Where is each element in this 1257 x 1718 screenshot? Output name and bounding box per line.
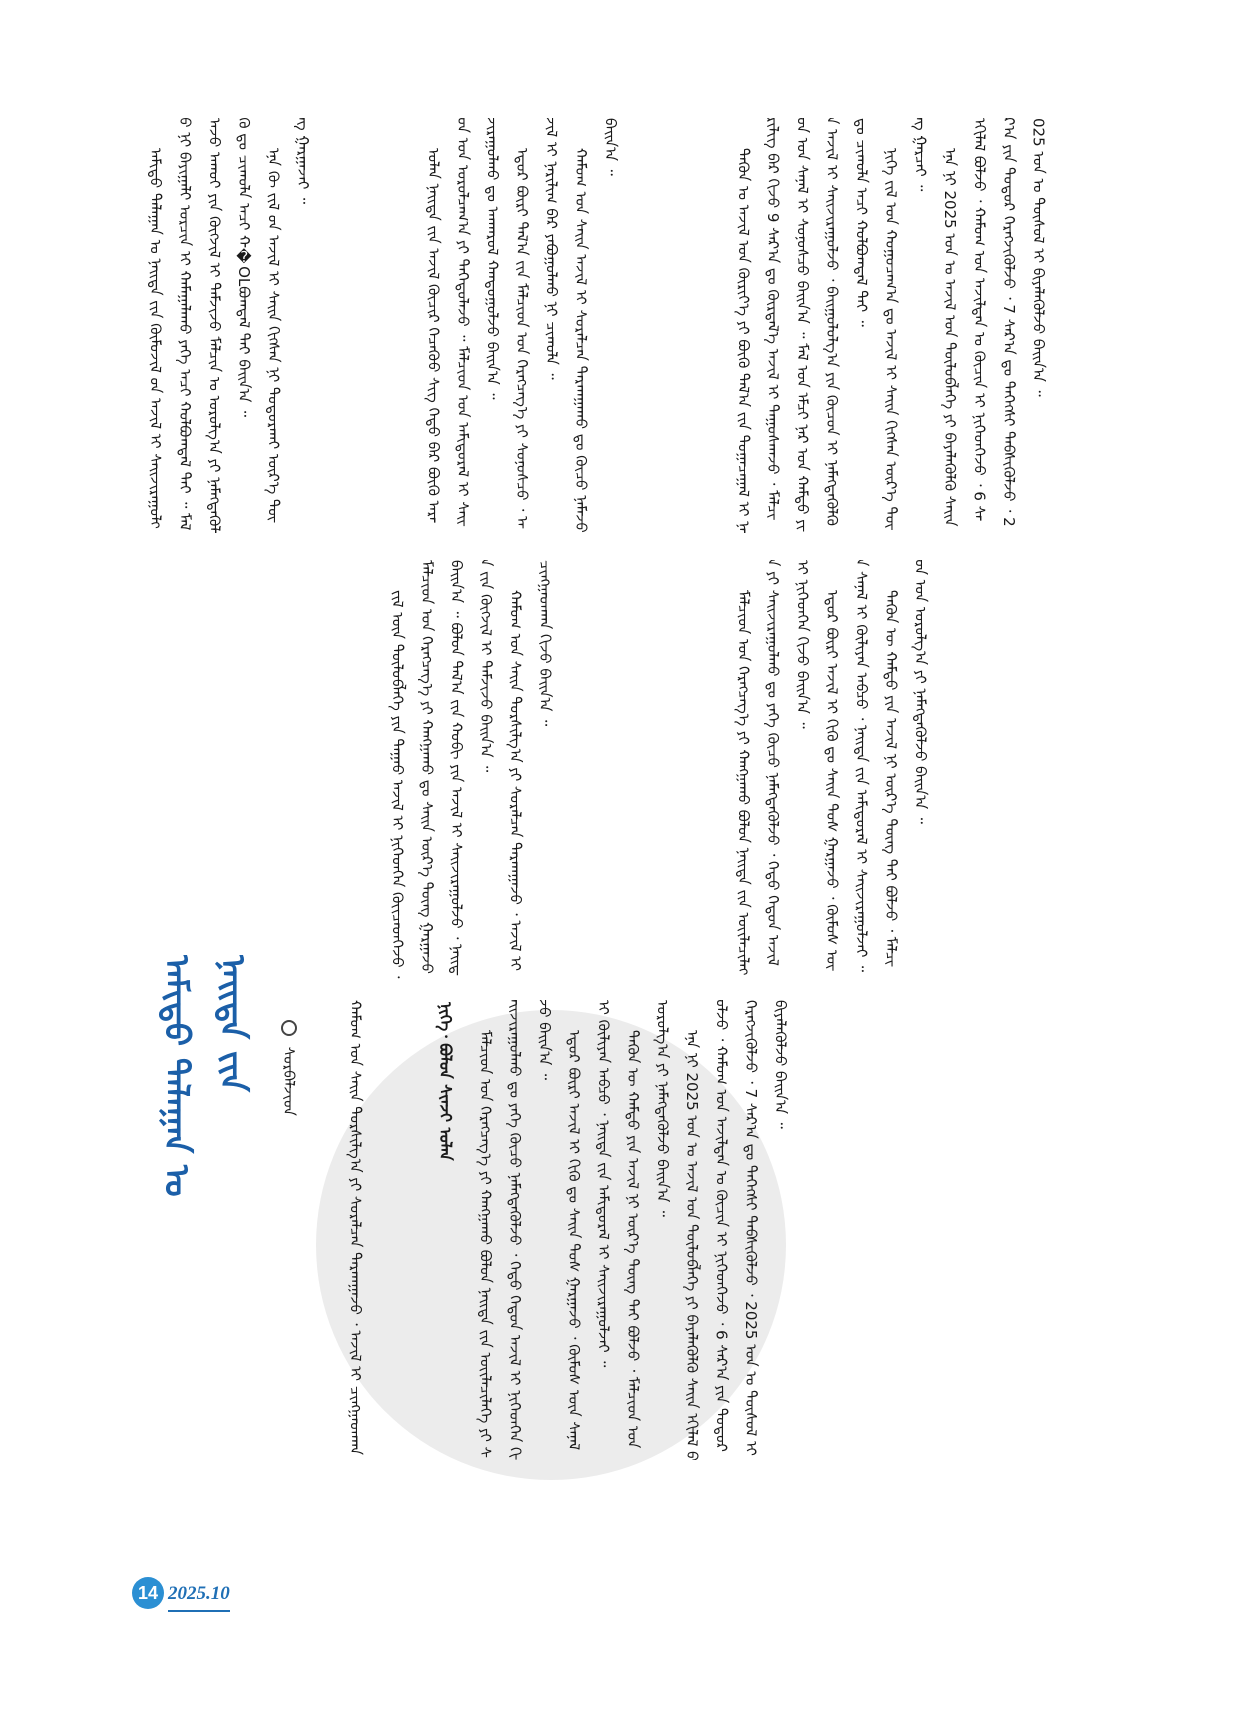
page-number: 14: [132, 1577, 164, 1609]
section-heading: ᠨᠢᠭᠡ᠂ ᠪᠤᠯᠤᠨ ᠰᠢᠨᠵᠢ ᠤᠯᠠᠨ: [436, 1002, 455, 1161]
paragraph: ᠣᠯᠠᠨ ᠨᠡᠢᠲᠡ ᠵᠢᠨ ᠠᠵᠢᠯ ᠬᠦᠴᠢᠷ ᠬᠡᠴᠡᠭᠦᠦ ᠰᠢᠭ ᠬᠡᠳᠦ ᠪᠡᠷ ᠪᠦᠬᠦ ᠠᠷᠠᠳ ᠤᠨ ᠣᠷᠣᠯᠴᠠᠭ᠎ᠠ ᠶᠢ ᠳᠡᠭᠡᠳᠦᠯᠡᠵᠦ ᠃ ᠮᠠᠯᠴᠢᠳ ᠤᠨ ᠠᠮᠢᠳᠤᠷᠠᠯ ᠢ ᠰᠠᠢᠵᠢᠷᠠᠭᠤᠯᠬᠤ ᠳᠤ ᠠᠨᠬᠠᠷᠤᠯ ᠬᠠᠨᠳᠤᠭᠤᠯᠵᠤ ᠪᠠᠢᠨ᠎ᠠ ᠃: [424, 118, 502, 526]
paragraph: ᠬᠠᠮᠤᠭ ᠤᠨ ᠰᠠᠢᠨ ᠲᠤᠷᠰᠢᠯᠭ᠎ᠠ ᠶᠢ ᠰᠤᠷᠠᠯᠴᠠᠨ ᠲᠠᠷᠬᠠᠭᠠᠵᠤ ᠂ ᠠᠵᠢᠯ ᠢ ᠴᠢᠩᠭᠠᠳᠬᠠᠨ ᠬᠢᠵᠦ ᠪᠠᠢᠨ᠎ᠠ ᠃: [506, 560, 554, 972]
paragraph: ᠡᠳᠦᠷ ᠪᠦᠷᠢ ᠠᠵᠢᠯ ᠢ ᠬᠢᠬᠦ ᠳᠤ ᠰᠠᠢᠨ ᠲᠣᠰ ᠭᠠᠷᠭᠠᠵᠤ ᠂ ᠬᠦᠮᠦᠰ ᠦᠨ ᠰᠠᠨᠠᠯ ᠢ ᠬᠦᠯᠢᠶᠡᠨ ᠠᠪᠴᠤ ᠂ ᠨᠡᠢᠲᠡ ᠵᠢᠨ ᠠᠮᠢᠳᠤᠷᠠᠯ ᠢ ᠰᠠᠢᠵᠢᠷᠠᠭᠤᠯᠵᠠᠢ ᠃: [565, 1000, 613, 1451]
paragraph: ᠠᠮᠢᠳᠤ ᠲᠠᠯᠠᠭᠠᠨ ᠤ ᠨᠡᠢᠲᠡ ᠵᠢᠨ ᠬᠥᠮᠦᠵᠢᠯ ᠤ᠋ᠨ ᠠᠵᠢᠯ ᠢ ᠰᠠᠢᠵᠢᠷᠠᠭᠤᠯᠬᠤ ᠨᠢ ᠪᠠᠶᠢᠭᠠᠯᠢ ᠤᠷᠴᠢᠨ ᠢ ᠬᠠᠮᠠᠭᠠᠯᠠᠬᠤ ᠶᠡᠬᠡ ᠠᠴᠢ ᠬᠣᠯᠪᠣᠭᠳᠠᠯ ᠲᠠᠢ ᠃ ᠮᠠᠯ ᠠᠵᠤ ᠠᠬᠤᠢ ᠶᠢᠨ ᠬᠥᠭᠵᠢᠯ ᠢ ᠳᠡᠮᠵᠢᠵᠦ ᠮᠠᠯᠴᠢᠨ ᠤ ᠣᠷᠣᠯᠭ᠎ᠠ ᠶᠢ ᠨᠡᠮᠡᠭᠳᠡᠭᠦᠯᠬᠦ ᠳᠤ ᠴᠢᠬᠤᠯᠠ ᠠᠴᠢ ᠬ�OLᠪᠣᠭᠳᠠᠯ ᠲᠠᠢ ᠪᠠᠢᠨ᠎ᠠ ᠃: [146, 118, 253, 533]
paragraph: ᠡᠳᠦᠷ ᠪᠦᠷᠢ ᠲᠠᠯ᠎ᠠ ᠵᠢᠨ ᠮᠠᠯᠴᠢᠳ ᠤᠨ ᠬᠡᠷᠡᠭᠴᠡᠭ᠎ᠡ ᠶᠢ ᠰᠣᠨᠣᠰᠴᠤ ᠂ ᠠᠵᠢᠯ ᠢ ᠨᠠᠷᠢᠯᠢᠭ ᠪᠡᠷ ᠶᠠᠪᠤᠭᠤᠯᠬᠤ ᠨᠢ ᠴᠢᠬᠤᠯᠠ ᠃: [513, 118, 561, 528]
paragraph: ᠨᠢᠭᠡ ᠵᠢᠯ ᠤᠨ ᠬᠤᠭᠤᠴᠠᠭ᠎ᠠ ᠳᠤ ᠠᠵᠢᠯ ᠢ ᠰᠠᠢᠨ ᠬᠢᠭᠰᠡᠨ ᠦᠷ᠎ᠡ ᠳᠦᠩ ᠭᠠᠷᠴᠠᠢ ᠃: [882, 118, 930, 530]
text-column-a: [140, 118, 402, 533]
paragraph: ᠡᠨᠡ ᠬᠦ ᠵᠢᠯ ᠤ᠋ᠨ ᠠᠵᠢᠯ ᠢ ᠰᠠᠢᠨ ᠬᠢᠭᠰᠡᠨ ᠨᠢ ᠲᠣᠳᠣᠷᠬᠠᠢ ᠦᠷ᠎ᠡ ᠳᠦᠩ ᠭᠠᠷᠭᠠᠵᠠᠢ ᠃: [264, 118, 312, 523]
text-column-g: [470, 1000, 1090, 1460]
text-column-d: [728, 560, 1088, 975]
paragraph: ᠲᠡᠭᠦᠨ ᠦ ᠬᠠᠮᠲᠤ ᠶᠢᠨ ᠠᠵᠢᠯ ᠨᠢ ᠦᠷ᠎ᠡ ᠳᠦᠩ ᠲᠠᠢ ᠪᠣᠯᠵᠤ ᠂ ᠮᠠᠯᠴᠢᠳ ᠤᠨ ᠣᠷᠣᠯᠭ᠎ᠠ ᠶᠢ ᠨᠡᠮᠡᠭᠳᠡᠭᠦᠯᠵᠦ ᠪᠠᠢᠨ᠎ᠠ ᠃: [624, 1000, 672, 1449]
paragraph: ᠡᠨᠡ ᠨᠢ 2025 ᠣᠨ ᠤ ᠠᠵᠢᠯ ᠤᠨ ᠲᠥᠯᠦᠪᠯᠡᠭᠡ ᠶᠢ ᠪᠡᠶᠡᠯᠡᠭᠦᠯᠬᠦ ᠰᠠᠢᠨ ᠡᠬᠢᠯᠡᠯ ᠪᠣᠯᠵᠤ ᠂ ᠬᠠᠮᠤᠭ ᠤᠨ ᠠᠵᠢᠯᠲᠠᠨ ᠤ ᠬᠦᠴᠢᠨ ᠢ ᠨᠢᠭᠡᠳᠬᠡᠵᠦ ᠂ 6 ᠰᠠᠷ᠎ᠠ ᠶᠢᠨ ᠳᠤᠲᠤᠷ ᠬᠡᠷᠡᠭᠵᠢᠭᠦᠯᠵᠦ ᠂ 7 ᠰᠠᠷ᠎ᠠ ᠳᠤ ᠳᠡᠭᠡᠭᠰᠢ ᠳᠡᠪᠰᠢᠭᠦᠯᠵᠦ ᠂ 2025 ᠣᠨ ᠤ ᠲᠥᠰᠥᠯ ᠢ ᠪᠢᠶᠡᠯᠡᠭᠦᠯᠵᠦ ᠪᠠᠢᠨ᠎ᠠ ᠃: [941, 118, 1048, 527]
issue-label: 2025.10: [168, 1578, 230, 1612]
text-column-c: [728, 118, 1088, 533]
paragraph: ᠵᠢᠯ ᠦᠨ ᠲᠥᠯᠦᠪᠯᠡᠭᠡ ᠶᠢᠨ ᠳᠠᠭᠠᠤ ᠠᠵᠢᠯ ᠢ ᠨᠢᠭᠡᠳᠬᠡᠨ ᠭᠦᠢᠴᠡᠳᠬᠡᠵᠦ ᠂ ᠮᠠᠯᠴᠢᠳ ᠤᠨ ᠬᠡᠷᠡᠭᠴᠡᠭ᠎ᠡ ᠶᠢ ᠬᠠᠩᠭᠠᠬᠤ ᠳᠤ ᠰᠠᠢᠨ ᠦᠷ᠎ᠡ ᠳᠦᠩ ᠭᠠᠷᠭᠠᠵᠤ ᠪᠠᠢᠨ᠎ᠠ ᠃ ᠪᠣᠯᠣᠨ ᠲᠠᠯ᠎ᠠ ᠵᠢᠨ ᠬᠣᠪᠢ ᠶᠢᠨ ᠠᠵᠢᠯ ᠢ ᠰᠠᠢᠵᠢᠷᠠᠭᠤᠯᠵᠤ ᠂ ᠨᠡᠢᠲᠡ ᠵᠢᠨ ᠬᠥᠭᠵᠢᠯ ᠢ ᠳᠡᠮᠵᠢᠵᠦ ᠪᠠᠢᠨ᠎ᠠ ᠃: [388, 560, 495, 979]
title-line: ᠠᠮᠢᠳᠤ ᠲᠠᠯᠠᠭᠠᠨ ᠤ ᠨᠡᠢᠲᠡ ᠵᠢᠨ: [156, 955, 252, 1197]
paragraph: ᠮᠠᠯᠴᠢᠳ ᠤᠨ ᠬᠡᠷᠡᠭᠴᠡᠭ᠎ᠡ ᠶᠢ ᠬᠠᠩᠭᠠᠬᠤ ᠪᠣᠯᠣᠨ ᠨᠡᠢᠲᠡ ᠵᠢᠨ ᠦᠢᠯᠡᠴᠢᠯᠡᠭᠡ ᠶᠢ ᠰᠠᠢᠵᠢᠷᠠᠭᠤᠯᠬᠤ ᠳᠤ ᠶᠡᠬᠡ ᠬᠦᠴᠦ ᠨᠡᠮᠡᠭᠳᠡᠭᠦᠯᠵᠦ ᠂ ᠬᠡᠳᠦ ᠬᠡᠳᠦᠨ ᠠᠵᠢᠯ ᠢ ᠨᠢᠭᠡᠳᠬᠡᠨ ᠬᠢᠵᠦ ᠪᠠᠢᠨ᠎ᠠ ᠃: [476, 1000, 554, 1460]
paragraph: ᠬᠠᠮᠤᠭ ᠤᠨ ᠰᠠᠢᠨ ᠲᠤᠷᠰᠢᠯᠭ᠎ᠠ ᠶᠢ ᠰᠤᠷᠠᠯᠴᠠᠨ ᠲᠠᠷᠬᠠᠭᠠᠵᠤ ᠂ ᠠᠵᠢᠯ ᠢ ᠴᠢᠩᠭᠠᠳᠬᠠᠨ: [346, 1000, 365, 1456]
circle-icon: [281, 1020, 297, 1036]
text-column-f: [340, 1000, 376, 1460]
author-name: ᠰᠤᠷᠪᠠᠯᠵᠢᠳ: [280, 1046, 298, 1116]
paragraph: ᠡᠨᠡ ᠨᠢ 2025 ᠣᠨ ᠤ ᠠᠵᠢᠯ ᠤᠨ ᠲᠥᠯᠦᠪᠯᠡᠭᠡ ᠶᠢ ᠪᠡᠶᠡᠯᠡᠭᠦᠯᠬᠦ ᠰᠠᠢᠨ ᠡᠬᠢᠯᠡᠯ ᠪᠣᠯᠵᠤ ᠂ ᠬᠠᠮᠤᠭ ᠤᠨ ᠠᠵᠢᠯᠲᠠᠨ ᠤ ᠬᠦᠴᠢᠨ ᠢ ᠨᠢᠭᠡᠳᠬᠡᠵᠦ ᠂ 6 ᠰᠠᠷ᠎ᠠ ᠶᠢᠨ ᠳᠤᠲᠤᠷ ᠬᠡᠷᠡᠭᠵᠢᠭᠦᠯᠵᠦ ᠂ 7 ᠰᠠᠷ᠎ᠠ ᠳᠤ ᠳᠡᠭᠡᠭᠰᠢ ᠳᠡᠪᠰᠢᠭᠦᠯᠵᠦ ᠂ 2025 ᠣᠨ ᠤ ᠲᠥᠰᠥᠯ ᠢ ᠪᠢᠶᠡᠯᠡᠭᠦᠯᠵᠦ ᠪᠠᠢᠨ᠎ᠠ ᠃: [683, 1000, 790, 1460]
title-line: [260, 955, 264, 1245]
text-column-e: [382, 560, 712, 980]
paragraph: ᠲᠡᠭᠦᠨ ᠦ ᠬᠠᠮᠲᠤ ᠶᠢᠨ ᠠᠵᠢᠯ ᠨᠢ ᠦᠷ᠎ᠡ ᠳᠦᠩ ᠲᠠᠢ ᠪᠣᠯᠵᠤ ᠂ ᠮᠠᠯᠴᠢᠳ ᠤᠨ ᠣᠷᠣᠯᠭ᠎ᠠ ᠶᠢ ᠨᠡᠮᠡᠭᠳᠡᠭᠦᠯᠵᠦ ᠪᠠᠢᠨ᠎ᠠ ᠃: [882, 560, 930, 967]
author-byline: [274, 1020, 306, 1180]
article-title: [148, 955, 264, 1245]
paragraph: ᠲᠡᠭᠦᠨ ᠤ ᠠᠵᠢᠯ ᠤᠨ ᠬᠦᠷᠢᠶ᠎ᠡ ᠶᠢ ᠪᠦᠬᠦ ᠲᠠᠯ᠎ᠠ ᠵᠢᠨ ᠲᠣᠭᠠᠴᠠᠭᠠᠯ ᠢ ᠨᠠᠷᠢᠯᠢᠭ ᠪᠡᠷ ᠬᠢᠵᠦ 9 ᠰᠠᠷ᠎ᠠ ᠳᠤ ᠬᠦᠷᠲᠡᠯ᠎ᠡ ᠠᠵᠢᠯ ᠢ ᠳᠠᠭᠤᠰᠬᠠᠵᠤ ᠂ ᠮᠠᠯᠴᠢᠳ ᠤᠨ ᠰᠠᠨᠠᠯ ᠢ ᠰᠣᠨᠣᠰᠴᠤ ᠪᠠᠢᠨ᠎ᠠ ᠃ ᠮᠠᠯ ᠤᠨ ᠡᠮᠴᠢ ᠨᠠᠷ ᠤᠨ ᠬᠠᠮᠲᠤ ᠶᠢᠨ ᠠᠵᠢᠯ ᠢ ᠰᠠᠢᠵᠢᠷᠠᠭᠤᠯᠵᠤ ᠂ ᠪᠠᠢᠭᠤᠯᠤᠯᠭ᠎ᠠ ᠶᠢᠨ ᠬᠦᠴᠦᠨ ᠢ ᠨᠡᠮᠡᠭᠳᠡᠭᠦᠯᠬᠦ ᠳᠤ ᠴᠢᠬᠤᠯᠠ ᠠᠴᠢ ᠬᠣᠯᠪᠣᠭᠳᠠᠯ ᠲᠠᠢ ᠃: [734, 118, 871, 533]
text-column-b: [418, 118, 718, 533]
paragraph: ᠬᠠᠮᠤᠭ ᠤᠨ ᠰᠠᠢᠨ ᠠᠵᠢᠯ ᠢ ᠰᠤᠷᠠᠯᠴᠠᠨ ᠲᠠᠷᠬᠠᠭᠠᠬᠤ ᠳᠤ ᠬᠦᠴᠦ ᠨᠡᠮᠡᠵᠦ ᠪᠠᠢᠨ᠎ᠠ ᠃: [572, 118, 620, 533]
paragraph: ᠡᠳᠦᠷ ᠪᠦᠷᠢ ᠠᠵᠢᠯ ᠢ ᠬᠢᠬᠦ ᠳᠤ ᠰᠠᠢᠨ ᠲᠣᠰ ᠭᠠᠷᠭᠠᠵᠤ ᠂ ᠬᠦᠮᠦᠰ ᠦᠨ ᠰᠠᠨᠠᠯ ᠢ ᠬᠦᠯᠢᠶᠡᠨ ᠠᠪᠴᠤ ᠂ ᠨᠡᠢᠲᠡ ᠵᠢᠨ ᠠᠮᠢᠳᠤᠷᠠᠯ ᠢ ᠰᠠᠢᠵᠢᠷᠠᠭᠤᠯᠵᠠᠢ ᠃: [823, 560, 871, 972]
paragraph: ᠮᠠᠯᠴᠢᠳ ᠤᠨ ᠬᠡᠷᠡᠭᠴᠡᠭ᠎ᠡ ᠶᠢ ᠬᠠᠩᠭᠠᠬᠤ ᠪᠣᠯᠣᠨ ᠨᠡᠢᠲᠡ ᠵᠢᠨ ᠦᠢᠯᠡᠴᠢᠯᠡᠭᠡ ᠶᠢ ᠰᠠᠢᠵᠢᠷᠠᠭᠤᠯᠬᠤ ᠳᠤ ᠶᠡᠬᠡ ᠬᠦᠴᠦ ᠨᠡᠮᠡᠭᠳᠡᠭᠦᠯᠵᠦ ᠂ ᠬᠡᠳᠦ ᠬᠡᠳᠦᠨ ᠠᠵᠢᠯ ᠢ ᠨᠢᠭᠡᠳᠬᠡᠨ ᠬᠢᠵᠦ ᠪᠠᠢᠨ᠎ᠠ ᠃: [734, 560, 812, 974]
